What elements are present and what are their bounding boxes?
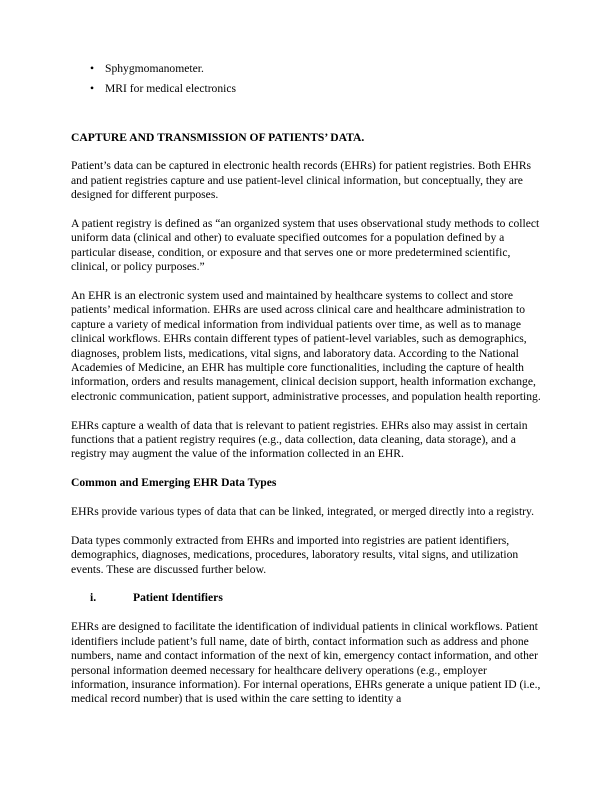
document-body <box>71 62 547 707</box>
list-item-text: MRI for medical electronics <box>105 81 237 95</box>
paragraph-registry-definition: A patient registry is defined as “an organized system that uses observational study methods to collect uniform data (clinical and other) to evaluate specified outcomes for a population defined by a particular disease, condition, or exposure and that serves one or more predetermined scientific, clinical, or policy purposes.” <box>71 217 540 274</box>
spacer <box>71 102 547 131</box>
numbered-heading-patient-identifiers <box>71 591 547 605</box>
spacer <box>71 491 547 505</box>
paragraph-patient-identifiers-detail: EHRs are designed to facilitate the identification of individual patients in clinical workflows. Patient identifiers include patient’s full name, date of birth, contact information such as address and phone numbers, name and contact information of the next of kin, emergency contact information, and other personal information deemed necessary for healthcare delivery operations (e.g., employer information, insurance information). For internal operations, EHRs generate a unique patient ID (i.e., medical record number) that is used within the care setting to identity a <box>71 620 541 706</box>
paragraph-patient-data-capture: Patient’s data can be captured in electronic health records (EHRs) for patient registries. Both EHRs and patient registries capture and use patient-level clinical information, but conceptually, they are designed for different purposes. <box>71 159 532 202</box>
list-item <box>71 62 547 76</box>
bullet-icon: • <box>90 62 95 75</box>
spacer <box>71 462 547 476</box>
spacer <box>71 404 547 418</box>
paragraph-extracted-data-types: Data types commonly extracted from EHRs and imported into registries are patient identifiers, demographics, diagnoses, medications, procedures, laboratory results, vital signs, and utilization events. These are discussed further below. <box>71 533 519 576</box>
spacer <box>71 577 547 591</box>
subheading-common-emerging-data-types: Common and Emerging EHR Data Types <box>71 476 277 490</box>
spacer <box>71 606 547 620</box>
heading-number: i. <box>90 591 97 605</box>
spacer <box>71 275 547 289</box>
spacer <box>71 519 547 533</box>
spacer <box>71 145 547 159</box>
section-heading-capture-transmission: CAPTURE AND TRANSMISSION OF PATIENTS’ DATA. <box>71 130 365 144</box>
paragraph-data-types-intro: EHRs provide various types of data that can be linked, integrated, or merged directly into a registry. <box>71 505 534 519</box>
equipment-bullet-list <box>71 62 547 96</box>
list-item <box>71 82 547 96</box>
bullet-icon: • <box>90 81 95 95</box>
spacer <box>71 203 547 217</box>
heading-title: Patient Identifiers <box>133 591 223 605</box>
list-item-text: Sphygmomanometer. <box>105 62 204 75</box>
paragraph-ehr-definition: An EHR is an electronic system used and maintained by healthcare systems to collect and store patients’ medical information. EHRs are used across clinical care and healthcare administration to capture a variety of medical information from individual patients over time, as well as to manage clinical workflows. EHRs contain different types of patient-level variables, such as demographics, diagnoses, problem lists, medications, vital signs, and laboratory data. According to the National Academies of Medicine, an EHR has multiple core functionalities, including the capture of health information, orders and results management, clinical decision support, health information exchange, electronic communication, patient support, administrative processes, and population health reporting. <box>71 289 541 403</box>
paragraph-ehr-registry-relation: EHRs capture a wealth of data that is relevant to patient registries. EHRs also may assist in certain functions that a patient registry requires (e.g., data collection, data cleaning, data storage), and a registry may augment the value of the information collected in an EHR. <box>71 418 528 461</box>
